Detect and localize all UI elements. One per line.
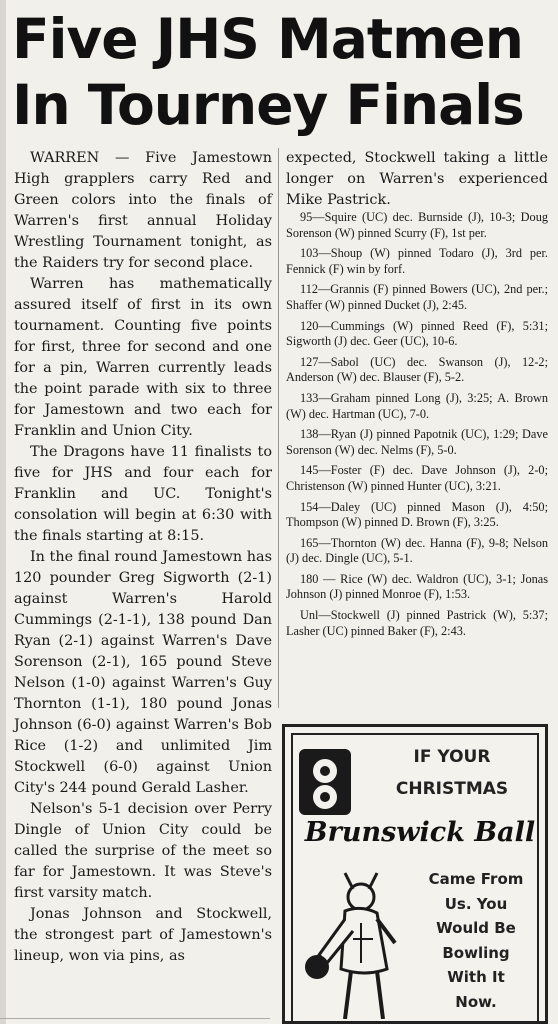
ad-body-line: Came From — [428, 870, 524, 888]
article-paragraph: Warren has mathematically assured itself of first in its own tournament. Counting five points for first, three for second and one for a pin, Warren currently leads the point parade with six to three for Jamestown and two each for Franklin and Union City. — [14, 276, 272, 439]
ad-brand-name: Brunswick Ball — [304, 817, 536, 848]
article-paragraph: Nelson's 5-1 decision over Perry Dingle of Union City could be called the surprise of the meet so far for Jamestown. It was Steve's first varsity match. — [14, 801, 272, 901]
ad-headline-line: CHRISTMAS — [395, 779, 509, 799]
ad-body-line: Now. — [455, 992, 497, 1011]
ad-body-line: Bowling — [442, 943, 510, 962]
result-line: 138—Ryan (J) pinned Papotnik (UC), 1:29; Dave Sorenson (W) dec. Nelms (F), 5-0. — [286, 427, 548, 457]
headline-line-1: Five JHS Matmen — [12, 7, 523, 71]
ad-headline-line: IF YOUR — [413, 747, 491, 767]
column-divider — [278, 148, 279, 708]
headline — [12, 6, 552, 138]
article-paragraph: The Dragons have 11 finalists to five for JHS and four each for Franklin and UC. Tonight's consolation will begin at 6:30 with the finals starting at 8:15. — [14, 444, 272, 544]
result-line: Unl—Stockwell (J) pinned Pastrick (W), 5:37; Lasher (UC) pinned Baker (F), 2:43. — [286, 608, 548, 638]
ad-body-line: Us. You — [444, 894, 508, 913]
article-paragraph-continued: expected, Stockwell taking a little longer on Warren's experienced Mike Pastrick. — [286, 150, 548, 208]
headline-line-2: In Tourney Finals — [12, 73, 524, 137]
ad-body-line: Would Be — [436, 919, 516, 937]
article-paragraph: In the final round Jamestown has 120 pounder Greg Sigworth (2-1) against Warren's Harold Cummings (2-1-1), 138 pound Dan Ryan (2-1) against Warren's Dave Sorenson (2-1), 165 pound Steve Nelson (1-0) against Warren's Guy Thornton (1-1), 180 pound Jonas Johnson (6-0) against Warren's Bob Rice (1-2) and unlimited Jim Stockwell (6-0) against Union City's 244 pound Gerald Lasher. — [14, 549, 272, 796]
brunswick-b-logo-icon — [297, 747, 353, 817]
result-line: 120—Cummings (W) pinned Reed (F), 5:31; Sigworth (J) dec. Geer (UC), 10-6. — [286, 318, 548, 349]
result-line: 95—Squire (UC) dec. Burnside (J), 10-3; Doug Sorenson (W) pinned Scurry (F), 1st per. — [286, 210, 548, 240]
brunswick-advertisement — [282, 724, 548, 1024]
ad-body-text — [413, 867, 539, 1014]
article-paragraph: Jonas Johnson and Stockwell, the strongest part of Jamestown's lineup, won via pins, as — [14, 906, 272, 964]
article-right-lead — [286, 148, 548, 211]
result-line: 165—Thornton (W) dec. Hanna (F), 9-8; Nelson (J) dec. Dingle (UC), 5-1. — [286, 535, 548, 566]
ad-headline — [367, 741, 537, 805]
result-line: 180 — Rice (W) dec. Waldron (UC), 3-1; Jonas Johnson (J) pinned Monroe (F), 1:53. — [286, 571, 548, 602]
result-line: 127—Sabol (UC) dec. Swanson (J), 12-2; Anderson (W) dec. Blauser (F), 5-2. — [286, 354, 548, 385]
result-line: 103—Shoup (W) pinned Todaro (J), 3rd per. Fennick (F) win by forf. — [286, 246, 548, 276]
result-line: 133—Graham pinned Long (J), 3:25; A. Brown (W) dec. Hartman (UC), 7-0. — [286, 390, 548, 421]
bottom-rule — [0, 1018, 270, 1019]
page-edge — [0, 0, 6, 1024]
bowler-silhouette-icon — [295, 859, 415, 1019]
result-line: 145—Foster (F) dec. Dave Johnson (J), 2-0; Christenson (W) pinned Hunter (UC), 3:21. — [286, 463, 548, 493]
ad-body-line: With It — [447, 968, 505, 986]
result-line: 154—Daley (UC) pinned Mason (J), 4:50; Thompson (W) pinned D. Brown (F), 3:25. — [286, 499, 548, 530]
match-results — [286, 210, 548, 644]
article-paragraph: WARREN — Five Jamestown High grapplers carry Red and Green colors into the finals of Warren's first annual Holiday Wrestling Tournament tonight, as the Raiders try for second place. — [14, 150, 272, 271]
result-line: 112—Grannis (F) pinned Bowers (UC), 2nd per.; Shaffer (W) pinned Ducket (J), 2:45. — [286, 282, 548, 312]
article-left-column — [14, 148, 272, 967]
